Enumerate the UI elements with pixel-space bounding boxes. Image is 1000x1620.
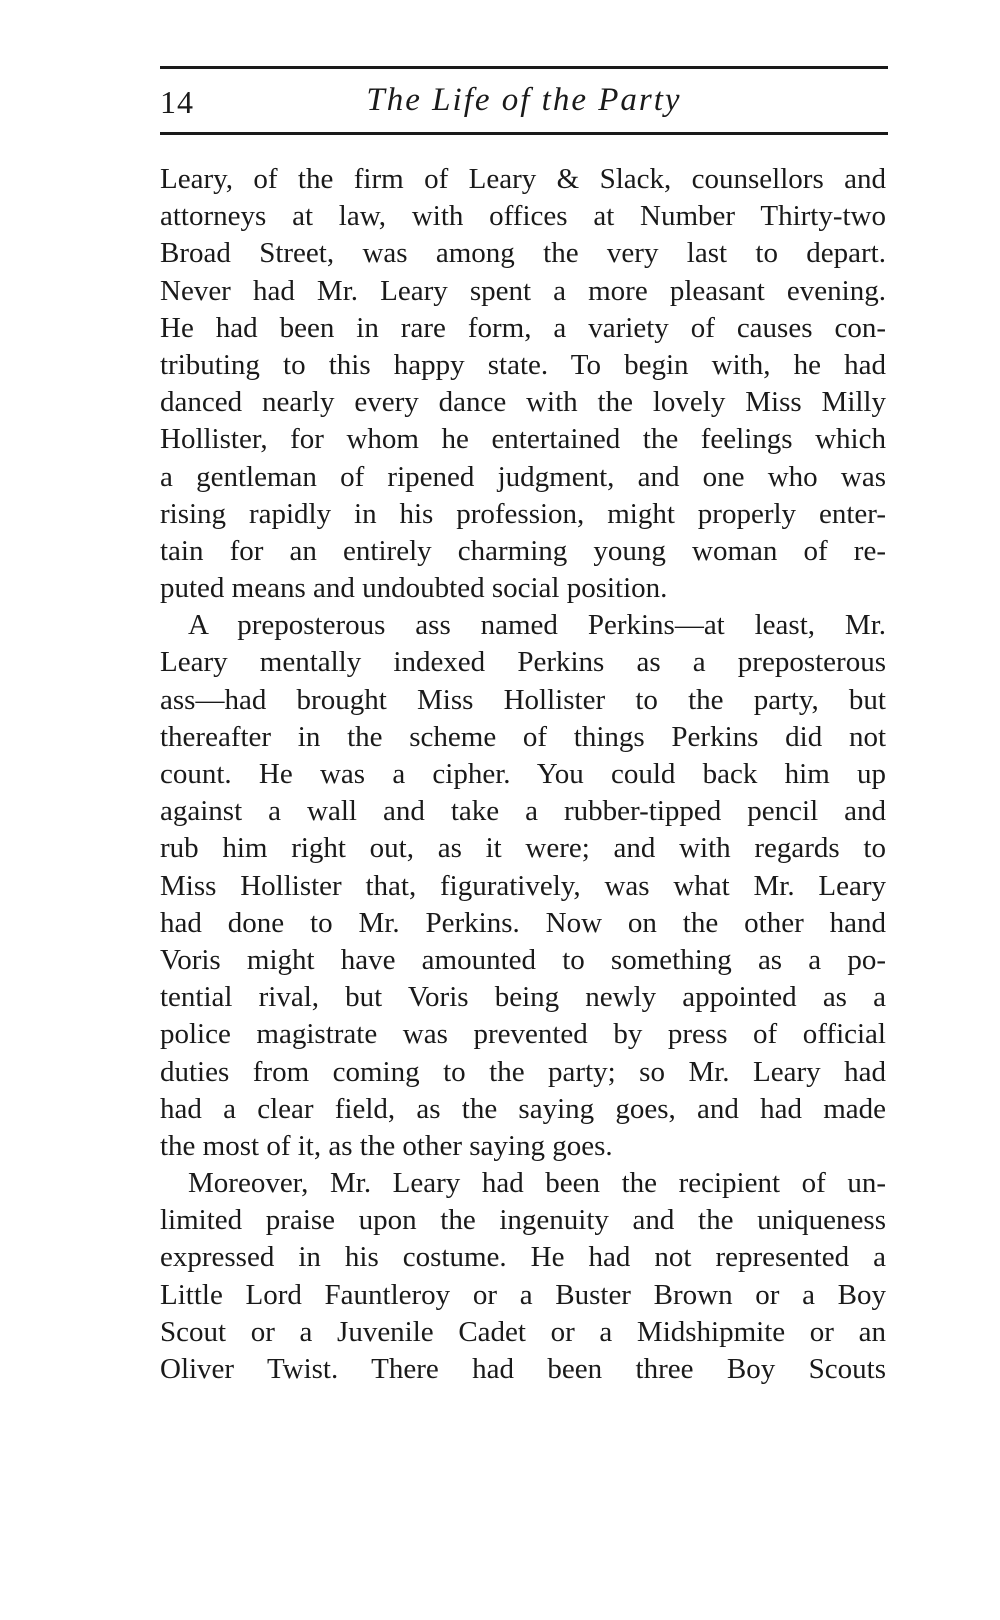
text-line: Leary mentally indexed Perkins as a preposterous	[160, 646, 886, 679]
text-line: Oliver Twist. There had been three Boy Scouts	[160, 1353, 886, 1385]
text-line: Scout or a Juvenile Cadet or a Midshipmite or an	[160, 1315, 886, 1348]
text-line: expressed in his costume. He had not represented a	[160, 1241, 886, 1274]
text-line: rising rapidly in his profession, might properly enter-	[160, 497, 886, 530]
text-line: Moreover, Mr. Leary had been the recipient of un-	[188, 1167, 886, 1200]
text-line: tributing to this happy state. To begin with, he had	[160, 348, 886, 381]
text-line: Hollister, for whom he entertained the feelings which	[160, 423, 886, 456]
running-title: The Life of the Party	[366, 82, 682, 118]
body-text	[160, 161, 886, 1388]
text-line: tential rival, but Voris being newly appointed as a	[160, 981, 886, 1014]
text-line: had a clear field, as the saying goes, and had made	[160, 1092, 886, 1125]
text-line: Broad Street, was among the very last to depart.	[160, 237, 886, 270]
text-line: puted means and undoubted social position.	[160, 572, 668, 605]
text-line: police magistrate was prevented by press of official	[160, 1018, 886, 1051]
text-line: Voris might have amounted to something as a po-	[160, 943, 886, 976]
page-number: 14	[160, 84, 194, 120]
text-line: had done to Mr. Perkins. Now on the other hand	[160, 906, 886, 939]
text-line: duties from coming to the party; so Mr. Leary had	[160, 1055, 886, 1088]
text-line: limited praise upon the ingenuity and the uniqueness	[160, 1204, 886, 1237]
text-line: rub him right out, as it were; and with regards to	[160, 832, 886, 865]
header-top-rule	[160, 66, 888, 69]
text-line: Never had Mr. Leary spent a more pleasant evening.	[160, 274, 886, 307]
text-line: attorneys at law, with offices at Number Thirty-two	[160, 200, 886, 233]
text-line: against a wall and take a rubber-tipped pencil and	[160, 795, 886, 828]
text-line: tain for an entirely charming young woman of re-	[160, 534, 886, 567]
text-line: danced nearly every dance with the lovely Miss Milly	[160, 386, 886, 419]
text-line: the most of it, as the other saying goes.	[160, 1129, 613, 1162]
text-line: Leary, of the firm of Leary & Slack, counsellors and	[160, 163, 886, 195]
header-bottom-rule	[160, 132, 888, 135]
text-line: ass—had brought Miss Hollister to the party, but	[160, 683, 886, 716]
text-line: He had been in rare form, a variety of causes con-	[160, 311, 886, 344]
text-line: a gentleman of ripened judgment, and one who was	[160, 460, 886, 493]
text-line: Little Lord Fauntleroy or a Buster Brown or a Boy	[160, 1278, 886, 1311]
text-line: count. He was a cipher. You could back him up	[160, 758, 886, 790]
running-head	[160, 76, 888, 128]
text-line: thereafter in the scheme of things Perkins did not	[160, 720, 886, 753]
text-line: Miss Hollister that, figuratively, was what Mr. Leary	[160, 869, 886, 902]
text-line: A preposterous ass named Perkins—at least, Mr.	[188, 609, 886, 642]
